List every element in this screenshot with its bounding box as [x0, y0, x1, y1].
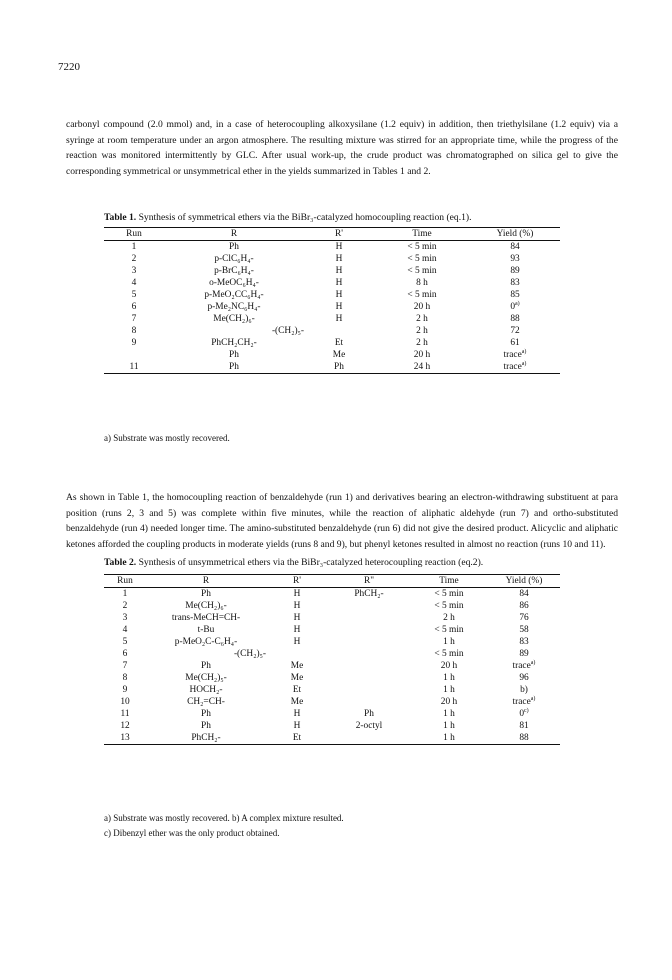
r-prime-cell: H [335, 314, 343, 324]
yield-value: trace [512, 697, 531, 707]
footnote-marker: a) [530, 695, 536, 702]
table1-caption [104, 212, 471, 223]
table-row [104, 325, 560, 337]
yield-cell [488, 624, 560, 636]
yield-cell [470, 241, 560, 254]
r-prime-cell [304, 325, 374, 337]
table-row [104, 648, 560, 660]
column-header: Yield (%) [488, 575, 560, 588]
table-row [104, 301, 560, 313]
time-cell: 1 h [443, 637, 455, 647]
run-cell: 6 [131, 302, 137, 312]
table-row [104, 636, 560, 648]
time-cell: < 5 min [434, 589, 464, 599]
time-cell: 2 h [416, 314, 428, 324]
r-cell: CH₂=CH- [187, 697, 225, 707]
run-cell: 9 [122, 685, 128, 695]
r-double-prime-cell [328, 732, 410, 745]
table2-header-row [104, 575, 560, 588]
time-cell: 2 h [416, 338, 428, 348]
yield-value: 76 [519, 613, 529, 623]
run-cell: 13 [104, 732, 146, 745]
time-cell: < 5 min [407, 290, 437, 300]
r-cell: PhCH₂CH₂- [211, 338, 257, 348]
run-cell: 8 [131, 326, 137, 336]
footnote-marker: c) [524, 707, 529, 714]
r-cell: Ph [201, 661, 211, 671]
run-cell: 12 [120, 721, 130, 731]
run-cell: 5 [131, 290, 137, 300]
yield-cell [470, 253, 560, 265]
r-prime-cell: H [335, 290, 343, 300]
run-cell: 8 [122, 673, 128, 683]
run-cell [104, 349, 164, 361]
run-cell: 11 [104, 361, 164, 374]
yield-cell [470, 301, 560, 313]
yield-cell [488, 720, 560, 732]
r-cell: Ph [201, 721, 211, 731]
r-prime-cell: H [335, 302, 343, 312]
r-double-prime-cell [328, 684, 410, 696]
time-cell: 2 h [443, 613, 455, 623]
column-header: Time [374, 228, 470, 241]
r-cell: p-Me₂NC₆H₄- [207, 302, 261, 312]
yield-cell [470, 289, 560, 301]
table-row [104, 265, 560, 277]
time-cell: 8 h [416, 278, 428, 288]
r-cell: p-MeO₂C-C₆H₄- [174, 637, 238, 647]
time-cell: 1 h [410, 732, 488, 745]
r-prime-cell: H [293, 721, 301, 731]
yield-cell [488, 684, 560, 696]
run-cell: 3 [131, 266, 137, 276]
yield-cell [470, 325, 560, 337]
r-cell: trans-MeCH=CH- [171, 613, 241, 623]
column-header: R' [266, 575, 328, 588]
time-cell: 24 h [374, 361, 470, 374]
r-prime-cell: Me [332, 350, 346, 360]
yield-cell [470, 337, 560, 349]
table-row [104, 277, 560, 289]
r-cell: Ph [229, 242, 239, 252]
table-row [104, 612, 560, 624]
page-number: 7220 [58, 61, 80, 73]
column-header: R [164, 228, 304, 241]
table-row [104, 708, 560, 720]
time-cell: 2 h [416, 326, 428, 336]
r-cell: p-BrC₆H₄- [214, 266, 254, 276]
yield-cell [488, 696, 560, 708]
r-double-prime-cell [328, 612, 410, 624]
table1-footnote: a) Substrate was mostly recovered. [104, 433, 230, 443]
body-paragraph: carbonyl compound (2.0 mmol) and, in a case of heterocoupling alkoxysilane (1.2 equiv) in addition, then triethylsilane (1.2 equiv) via a syringe at room temperature under an argon atmosphere. The resulting mixture was stirred for an appropriate time, while the progress of the reaction was monitored intermittently by GLC. After usual work-up, the crude product was chromatographed on silica gel to give the corresponding symmetrical or unsymmetrical ether in the yields summarized in Tables 1 and 2. [66, 119, 618, 177]
time-cell: 20 h [440, 697, 458, 707]
r-cell: p-ClC₆H₄- [214, 254, 254, 264]
time-cell: < 5 min [434, 601, 464, 611]
footnote-marker: a) [530, 659, 536, 666]
r-double-prime-cell [328, 648, 410, 660]
table1-label: Table 1. [104, 212, 137, 223]
run-cell: 4 [122, 625, 128, 635]
yield-value: 84 [510, 242, 520, 252]
run-cell: 2 [131, 254, 137, 264]
footnote-marker: a) [521, 360, 527, 367]
r-prime-cell: Me [290, 697, 304, 707]
r-cell: Ph [201, 589, 211, 599]
r-prime-cell: Me [290, 673, 304, 683]
r-prime-cell: Ph [304, 361, 374, 374]
yield-value: 88 [510, 314, 520, 324]
r-prime-cell: H [293, 601, 301, 611]
r-prime-cell [266, 648, 328, 660]
r-double-prime-cell: 2-octyl [355, 721, 383, 731]
r-cell: Ph [201, 709, 211, 719]
yield-value: 83 [519, 637, 529, 647]
table2-caption-text: Synthesis of unsymmetrical ethers via the BiBr₃-catalyzed heterocoupling reaction (eq.2). [138, 557, 484, 568]
r-prime-cell: H [335, 266, 343, 276]
time-cell: 1 h [443, 721, 455, 731]
column-header: Run [104, 575, 146, 588]
table2-caption [104, 557, 483, 568]
yield-cell [488, 648, 560, 660]
yield-cell [470, 265, 560, 277]
r-prime-cell: Me [290, 661, 304, 671]
r-prime-cell: H [335, 242, 343, 252]
run-cell: 2 [122, 601, 128, 611]
time-cell: 20 h [413, 350, 431, 360]
yield-value: 88 [519, 733, 529, 743]
column-header: Run [104, 228, 164, 241]
run-cell: 6 [122, 649, 128, 659]
column-header: R' [304, 228, 374, 241]
run-cell: 11 [120, 709, 130, 719]
r-cell: Me(CH₂)₆- [213, 314, 255, 324]
time-cell: < 5 min [434, 625, 464, 635]
r-cell: Me(CH₂)₅- [185, 673, 227, 683]
r-prime-cell: H [293, 589, 301, 599]
run-cell: 5 [122, 637, 128, 647]
r-cell: -(CH₂)₅- [271, 326, 304, 336]
table-row [104, 600, 560, 612]
yield-value: 0 [519, 709, 524, 719]
r-prime-cell: Et [266, 732, 328, 745]
table1 [104, 227, 560, 374]
run-cell: 1 [122, 589, 128, 599]
run-cell: 9 [131, 338, 137, 348]
r-prime-cell: Et [292, 685, 302, 695]
r-double-prime-cell [328, 636, 410, 648]
yield-cell [488, 708, 560, 720]
r-prime-cell: H [293, 637, 301, 647]
yield-cell [488, 612, 560, 624]
r-prime-cell: H [335, 278, 343, 288]
r-cell: o-MeOC₆H₄- [209, 278, 259, 288]
r-cell: PhCH₂- [146, 732, 266, 745]
table-row [104, 624, 560, 636]
table-row [104, 289, 560, 301]
footnote-marker: a) [521, 348, 527, 355]
yield-cell [470, 361, 560, 374]
yield-value: trace [503, 350, 522, 360]
table1-header-row [104, 228, 560, 241]
yield-value: 93 [510, 254, 520, 264]
r-double-prime-cell [328, 624, 410, 636]
yield-value: 96 [519, 673, 529, 683]
yield-value: 84 [519, 589, 529, 599]
yield-cell [488, 588, 560, 601]
r-prime-cell: H [293, 709, 301, 719]
run-cell: 7 [122, 661, 128, 671]
table2-footnote: a) Substrate was mostly recovered. b) A complex mixture resulted. [104, 813, 344, 823]
yield-cell [470, 277, 560, 289]
table2 [104, 574, 560, 745]
column-header: R" [328, 575, 410, 588]
r-prime-cell: H [293, 613, 301, 623]
table-row [104, 253, 560, 265]
r-cell: t-Bu [197, 625, 215, 635]
yield-cell [470, 313, 560, 325]
r-cell: p-MeO₂CC₆H₄- [204, 290, 264, 300]
r-double-prime-cell [328, 696, 410, 708]
r-cell: -(CH₂)₅- [233, 649, 266, 659]
time-cell: < 5 min [407, 266, 437, 276]
yield-value: 83 [510, 278, 520, 288]
time-cell: 1 h [443, 673, 455, 683]
yield-cell [488, 660, 560, 672]
time-cell: < 5 min [407, 254, 437, 264]
run-cell: 10 [120, 697, 130, 707]
r-cell: HOCH₂- [189, 685, 223, 695]
r-double-prime-cell: Ph [364, 709, 374, 719]
yield-value: b) [520, 685, 528, 695]
r-cell: Ph [229, 350, 239, 360]
yield-cell [488, 600, 560, 612]
yield-cell [470, 349, 560, 361]
table-row [104, 361, 560, 374]
r-double-prime-cell: PhCH₂- [354, 589, 384, 599]
yield-cell [488, 732, 560, 745]
run-cell: 7 [131, 314, 137, 324]
table-row [104, 696, 560, 708]
table-row [104, 313, 560, 325]
time-cell: 20 h [413, 302, 431, 312]
yield-cell [488, 672, 560, 684]
yield-value: 58 [519, 625, 529, 635]
table-row [104, 672, 560, 684]
body-paragraph: As shown in Table 1, the homocoupling reaction of benzaldehyde (run 1) and derivatives bearing an electron-withdrawing substituent at para position (runs 2, 3 and 5) was complete within five minutes, while the reaction of aliphatic aldehyde (run 7) and ortho-substituted benzaldehyde (run 4) needed longer time. The amino-substituted benzaldehyde (run 6) did not give the desired product. Alicyclic and aliphatic ketones afforded the coupling products in moderate yields (runs 8 and 9), but phenyl ketones resulted in almost no reaction (runs 10 and 11). [66, 492, 618, 550]
column-header: R [146, 575, 266, 588]
table1-caption-text: Synthesis of symmetrical ethers via the BiBr₃-catalyzed homocoupling reaction (eq.1). [138, 212, 472, 223]
time-cell: 20 h [440, 661, 458, 671]
r-prime-cell: H [293, 625, 301, 635]
yield-value: 85 [510, 290, 520, 300]
r-cell: Me(CH₂)₆- [185, 601, 227, 611]
column-header: Yield (%) [470, 228, 560, 241]
r-double-prime-cell [328, 672, 410, 684]
yield-value: trace [503, 362, 522, 372]
time-cell: 1 h [443, 685, 455, 695]
yield-value: 61 [510, 338, 520, 348]
yield-value: 0 [510, 302, 515, 312]
r-double-prime-cell [328, 600, 410, 612]
table-row [104, 337, 560, 349]
table-row [104, 241, 560, 254]
table-row [104, 720, 560, 732]
run-cell: 3 [122, 613, 128, 623]
time-cell: < 5 min [407, 242, 437, 252]
yield-value: 81 [519, 721, 529, 731]
run-cell: 4 [131, 278, 137, 288]
table-row [104, 588, 560, 601]
r-cell: Ph [164, 361, 304, 374]
yield-value: 89 [510, 266, 520, 276]
yield-value: 86 [519, 601, 529, 611]
table2-label: Table 2. [104, 557, 137, 568]
yield-value: trace [512, 661, 531, 671]
r-prime-cell: H [335, 254, 343, 264]
table-row [104, 684, 560, 696]
table-row [104, 349, 560, 361]
yield-cell [488, 636, 560, 648]
yield-value: 72 [510, 326, 520, 336]
r-prime-cell: Et [334, 338, 344, 348]
time-cell: 1 h [443, 709, 455, 719]
time-cell: < 5 min [434, 649, 464, 659]
r-double-prime-cell [328, 660, 410, 672]
table2-footnote: c) Dibenzyl ether was the only product obtained. [104, 828, 280, 838]
yield-value: 89 [519, 649, 529, 659]
footnote-marker: a) [515, 300, 520, 307]
table-row [104, 660, 560, 672]
run-cell: 1 [131, 242, 137, 252]
column-header: Time [410, 575, 488, 588]
table-row [104, 732, 560, 745]
